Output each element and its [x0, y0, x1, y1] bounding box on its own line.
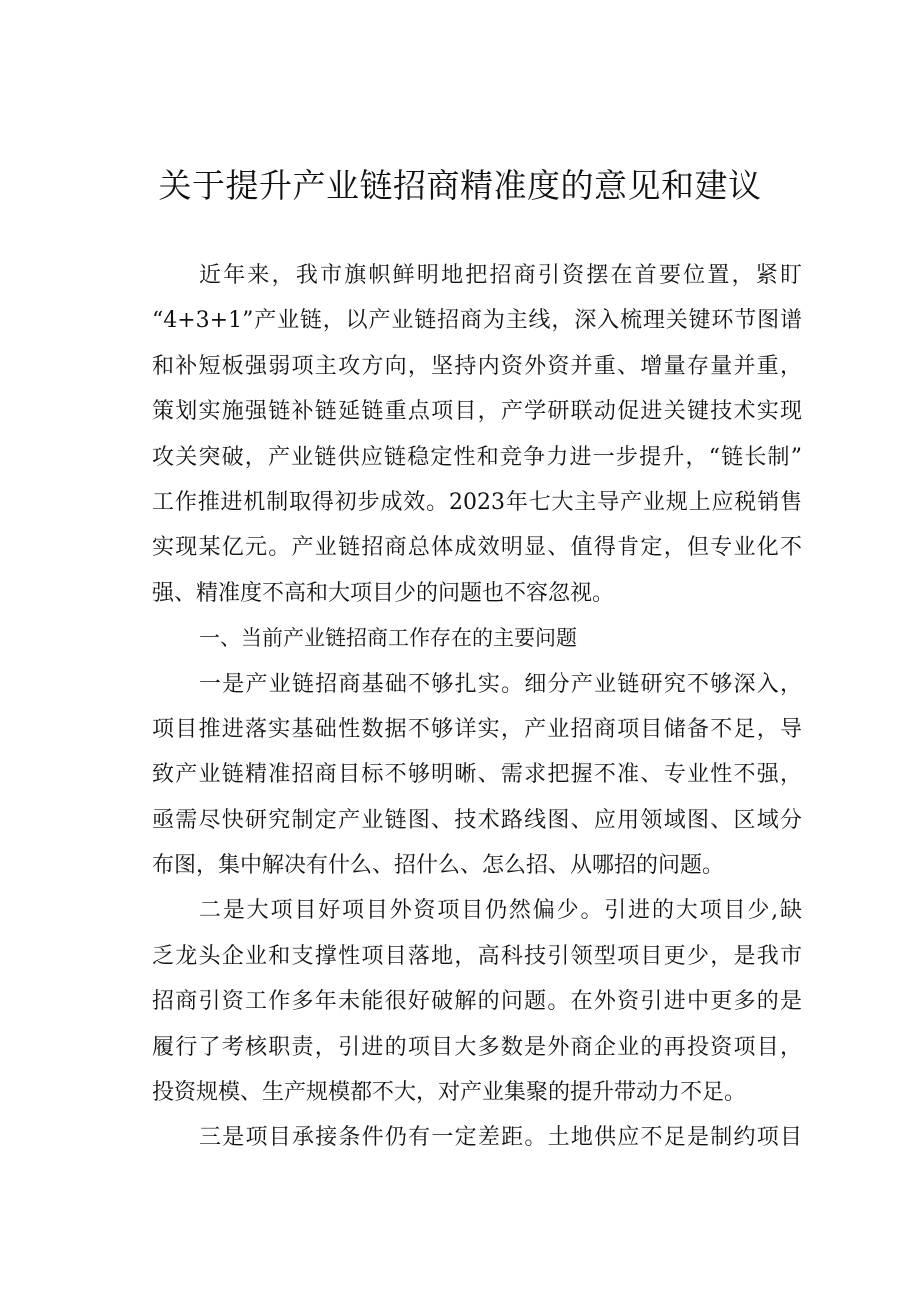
text-line: 履行了考核职责，引进的项目大多数是外商企业的再投资项目， — [152, 1034, 802, 1060]
text-line: 投资规模、生产规模都不大，对产业集聚的提升带动力不足。 — [152, 1080, 747, 1106]
text-line: 一是产业链招商基础不够扎实。细分产业链研究不够深入， — [199, 671, 802, 697]
text-line: 工作推进机制取得初步成效。2023年七大主导产业规上应税销售 — [152, 489, 802, 515]
text-line: 二是大项目好项目外资项目仍然偏少。引进的大项目少,缺 — [199, 898, 802, 924]
section-heading: 一、当前产业链招商工作存在的主要问题 — [199, 626, 577, 651]
text-line: 招商引资工作多年未能很好破解的问题。在外资引进中更多的是 — [152, 989, 802, 1015]
text-line: 项目推进落实基础性数据不够详实，产业招商项目储备不足，导 — [152, 716, 802, 742]
text-line: 实现某亿元。产业链招商总体成效明显、值得肯定，但专业化不 — [152, 535, 802, 561]
text-line: 三是项目承接条件仍有一定差距。土地供应不足是制约项目 — [199, 1125, 802, 1151]
text-line: 致产业链精准招商目标不够明晰、需求把握不准、专业性不强， — [152, 762, 802, 788]
text-line: 攻关突破，产业链供应链稳定性和竞争力进一步提升，“链长制” — [152, 444, 802, 470]
text-line: 近年来，我市旗帜鲜明地把招商引资摆在首要位置，紧盯 — [199, 263, 802, 288]
text-line: 布图，集中解决有什么、招什么、怎么招、从哪招的问题。 — [152, 853, 725, 879]
paragraph-one — [152, 662, 802, 889]
text-line: “4+3+1”产业链，以产业链招商为主线，深入梳理关键环节图谱 — [152, 308, 802, 334]
paragraph-two — [152, 888, 802, 1115]
text-line: 亟需尽快研究制定产业链图、技术路线图、应用领域图、区域分 — [152, 807, 802, 833]
document-body — [152, 253, 802, 1161]
document-title: 关于提升产业链招商精准度的意见和建议 — [158, 166, 762, 205]
text-line: 强、精准度不高和大项目少的问题也不容忽视。 — [152, 580, 615, 606]
text-line: 和补短板强弱项主攻方向，坚持内资外资并重、增量存量并重， — [152, 353, 802, 379]
intro-paragraph — [152, 253, 802, 616]
paragraph-three — [152, 1115, 802, 1160]
text-line: 乏龙头企业和支撑性项目落地，高科技引领型项目更少，是我市 — [152, 943, 802, 969]
text-line: 策划实施强链补链延链重点项目，产学研联动促进关键技术实现 — [152, 399, 802, 425]
